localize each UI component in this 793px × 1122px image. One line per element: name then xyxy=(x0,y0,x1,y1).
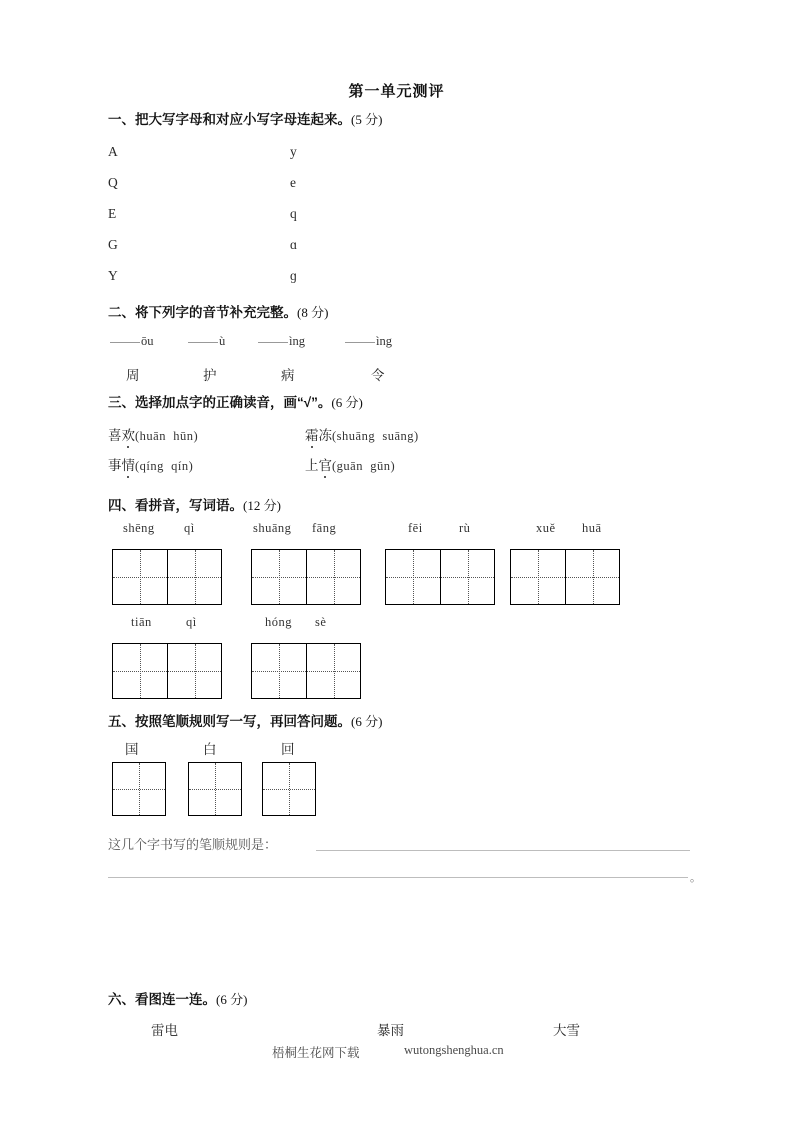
pinyin-tail: ōu xyxy=(141,334,154,348)
uppercase-letter[interactable]: E xyxy=(108,206,117,221)
grid-cell[interactable] xyxy=(306,644,360,698)
syllable-character: 令 xyxy=(371,368,385,383)
question-prompt: 这几个字书写的笔顺规则是： xyxy=(108,837,278,852)
word-pinyin: sè xyxy=(315,615,327,629)
grid-cell[interactable] xyxy=(565,550,619,604)
character-grid[interactable] xyxy=(112,762,166,816)
word-pinyin: fāng xyxy=(312,521,337,535)
section-heading-q4 xyxy=(108,494,281,514)
character-grid[interactable] xyxy=(251,643,361,699)
grid-cell[interactable] xyxy=(167,550,221,604)
character-grid[interactable] xyxy=(112,549,222,605)
lowercase-letter[interactable]: q xyxy=(290,206,297,221)
uppercase-letter[interactable]: Q xyxy=(108,175,118,190)
word-pinyin: tiān xyxy=(131,615,152,629)
pinyin-blank-underline[interactable] xyxy=(188,342,218,343)
character-grid[interactable] xyxy=(112,643,222,699)
section-points-q4: (12 分) xyxy=(243,498,281,513)
syllable-character: 周 xyxy=(126,368,140,383)
word-pinyin: hóng xyxy=(265,615,292,629)
watermark-site-url: wutongshenghua.cn xyxy=(404,1043,504,1057)
section-points-q3: (6 分) xyxy=(331,395,363,410)
pinyin-blank-underline[interactable] xyxy=(110,342,140,343)
grid-cell[interactable] xyxy=(189,763,241,815)
word-pinyin: shēng xyxy=(123,521,155,535)
section-heading-q2 xyxy=(108,301,328,321)
word-pinyin: shuāng xyxy=(253,521,292,535)
section-heading-q4-text: 四、看拼音，写词语。 xyxy=(108,498,243,513)
section-heading-q1-text: 一、把大写字母和对应小写字母连起来。 xyxy=(108,112,351,127)
section-heading-q2-text: 二、将下列字的音节补充完整。 xyxy=(108,305,297,320)
end-punctuation: 。 xyxy=(690,872,701,884)
grid-cell[interactable] xyxy=(306,550,360,604)
choice-item[interactable]: 霜冻(shuāng suāng) xyxy=(305,424,419,444)
choice-item[interactable]: 上官(guān gūn) xyxy=(305,454,395,474)
answer-line[interactable] xyxy=(316,850,690,851)
pinyin-option[interactable]: guān xyxy=(336,459,363,473)
section-points-q5: (6 分) xyxy=(351,714,383,729)
stroke-order-character: 国 xyxy=(125,742,139,757)
grid-cell[interactable] xyxy=(252,644,306,698)
grid-cell[interactable] xyxy=(167,644,221,698)
word-char-dotted: 欢 xyxy=(122,424,136,444)
pinyin-tail: ìng xyxy=(289,334,305,348)
grid-cell[interactable] xyxy=(113,644,167,698)
pinyin-option[interactable]: suāng xyxy=(382,429,415,443)
pinyin-blank[interactable] xyxy=(110,334,154,349)
pinyin-option[interactable]: qíng xyxy=(139,459,164,473)
character-grid[interactable] xyxy=(510,549,620,605)
pinyin-blank[interactable] xyxy=(345,334,392,349)
word-pinyin: huā xyxy=(582,521,602,535)
character-grid[interactable] xyxy=(385,549,495,605)
uppercase-letter[interactable]: G xyxy=(108,237,118,252)
section-heading-q6 xyxy=(108,988,247,1008)
uppercase-letter[interactable]: Y xyxy=(108,268,118,283)
pinyin-tail: ù xyxy=(219,334,226,348)
pinyin-blank-underline[interactable] xyxy=(345,342,375,343)
word-pinyin: fēi xyxy=(408,521,423,535)
uppercase-letter[interactable]: A xyxy=(108,144,118,159)
page-title: 第一单元测评 xyxy=(348,83,445,100)
word-pinyin: qì xyxy=(184,521,195,535)
grid-cell[interactable] xyxy=(386,550,440,604)
grid-cell[interactable] xyxy=(252,550,306,604)
word-char-dotted: 官 xyxy=(319,454,333,474)
choice-item[interactable]: 喜欢(huān hūn) xyxy=(108,424,198,444)
word-pinyin: xuě xyxy=(536,521,556,535)
syllable-character: 护 xyxy=(203,368,217,383)
grid-cell[interactable] xyxy=(263,763,315,815)
match-label[interactable]: 雷电 xyxy=(151,1023,178,1038)
match-label[interactable]: 暴雨 xyxy=(377,1023,404,1038)
word-char: 喜 xyxy=(108,428,122,443)
section-heading-q1 xyxy=(108,108,382,128)
stroke-order-character: 白 xyxy=(203,742,217,757)
pinyin-tail: ìng xyxy=(376,334,392,348)
character-grid[interactable] xyxy=(188,762,242,816)
section-heading-q3 xyxy=(108,391,363,411)
word-pinyin: qì xyxy=(186,615,197,629)
word-char: 事 xyxy=(108,458,122,473)
pinyin-option[interactable]: huān xyxy=(139,429,166,443)
grid-cell[interactable] xyxy=(113,550,167,604)
grid-cell[interactable] xyxy=(440,550,494,604)
section-points-q1: (5 分) xyxy=(351,112,383,127)
word-char-dotted: 霜 xyxy=(305,424,319,444)
section-points-q6: (6 分) xyxy=(216,992,248,1007)
section-heading-q3-text: 三、选择加点字的正确读音，画“√”。 xyxy=(108,395,332,410)
character-grid[interactable] xyxy=(251,549,361,605)
choice-item[interactable]: 事情(qíng qín) xyxy=(108,454,193,474)
character-grid[interactable] xyxy=(262,762,316,816)
match-label[interactable]: 大雪 xyxy=(553,1023,580,1038)
section-heading-q5-text: 五、按照笔顺规则写一写，再回答问题。 xyxy=(108,714,351,729)
section-heading-q5 xyxy=(108,710,382,730)
grid-cell[interactable] xyxy=(113,763,165,815)
lowercase-letter[interactable]: ɑ xyxy=(290,237,298,252)
answer-line[interactable] xyxy=(108,877,688,878)
pinyin-blank[interactable] xyxy=(188,334,225,349)
pinyin-option[interactable]: shuāng xyxy=(336,429,376,443)
section-points-q2: (8 分) xyxy=(297,305,329,320)
lowercase-letter[interactable]: ɡ xyxy=(290,268,297,283)
lowercase-letter[interactable]: y xyxy=(290,144,297,159)
word-pinyin: rù xyxy=(459,521,471,535)
lowercase-letter[interactable]: e xyxy=(290,175,296,190)
grid-cell[interactable] xyxy=(511,550,565,604)
section-heading-q6-text: 六、看图连一连。 xyxy=(108,992,216,1007)
pinyin-option[interactable]: qín xyxy=(171,459,189,473)
stroke-order-character: 回 xyxy=(281,742,295,757)
word-char: 上 xyxy=(305,458,319,473)
pinyin-blank[interactable] xyxy=(258,334,305,349)
watermark-site-name: 梧桐生花网下载 xyxy=(272,1046,360,1060)
syllable-character: 病 xyxy=(281,368,295,383)
word-char: 冻 xyxy=(318,428,332,443)
pinyin-option[interactable]: gūn xyxy=(370,459,391,473)
pinyin-blank-underline[interactable] xyxy=(258,342,288,343)
word-char-dotted: 情 xyxy=(122,454,136,474)
pinyin-option[interactable]: hūn xyxy=(173,429,194,443)
